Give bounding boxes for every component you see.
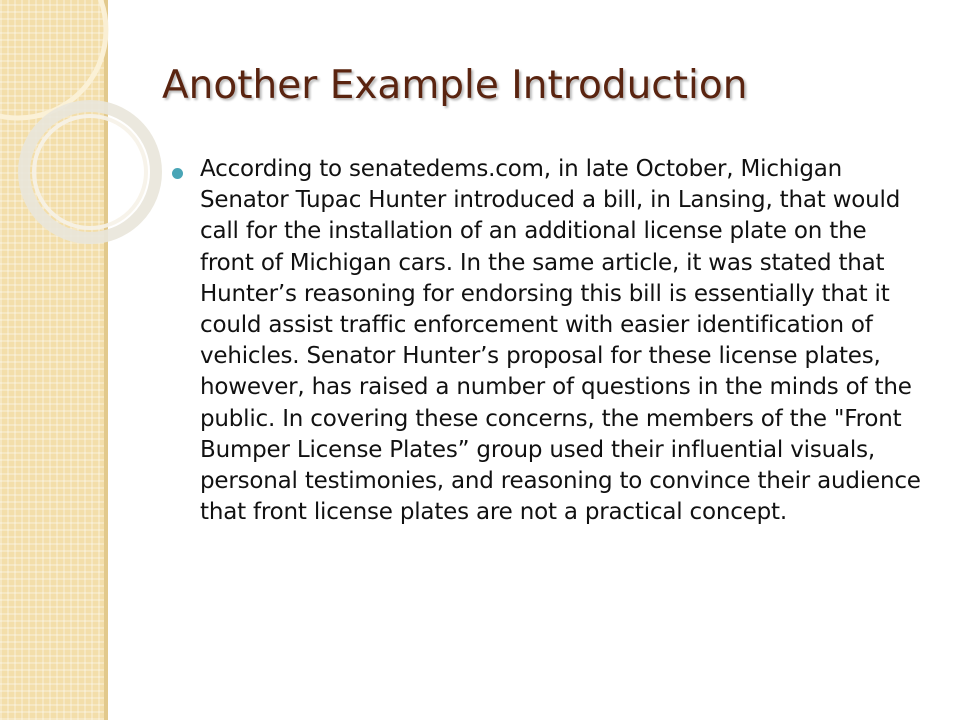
bullet-list	[172, 154, 924, 528]
bullet-text: According to senatedems.com, in late October, Michigan Senator Tupac Hunter introduced a bill, in Lansing, that would call for the installation of an additional license plate on the front of Michigan cars. In the same article, it was stated that Hunter’s reasoning for endorsing this bill is essentially that it could assist traffic enforcement with easier identification of vehicles. Senator Hunter’s proposal for these license plates, however, has raised a number of questions in the minds of the public. In covering these concerns, the members of the "Front Bumper License Plates” group used their influential visuals, personal testimonies, and reasoning to convince their audience that front license plates are not a practical concept.	[200, 156, 921, 526]
decorative-circles	[0, 0, 200, 260]
bullet-item	[172, 154, 924, 528]
slide-title: Another Example Introduction	[162, 63, 748, 108]
decorative-circle-ring-inner	[34, 116, 146, 228]
bullet-icon	[172, 168, 183, 179]
decorative-circle-ring	[24, 106, 156, 238]
